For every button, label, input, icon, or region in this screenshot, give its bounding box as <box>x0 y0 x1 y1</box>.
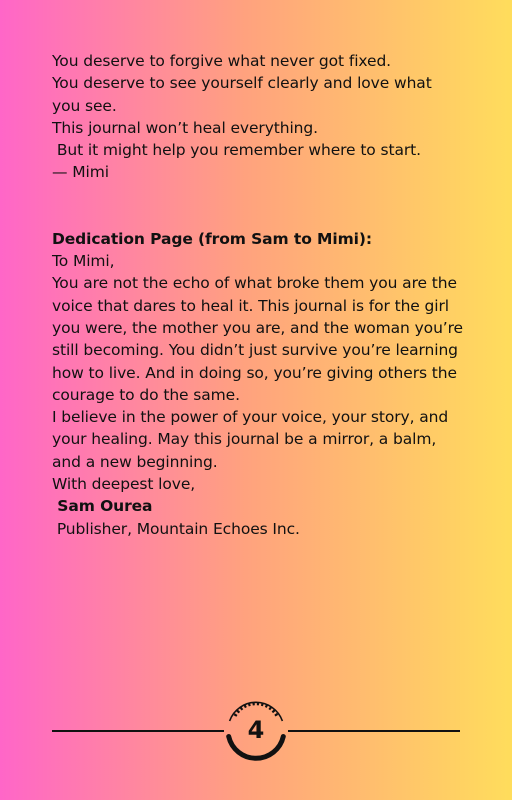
dedication-closing: With deepest love, <box>52 475 196 494</box>
footer-rule-right <box>288 730 460 732</box>
dedication-body-line: still becoming. You didn’t just survive you’re learning <box>52 341 458 360</box>
intro-signature: — Mimi <box>52 163 109 182</box>
page-number: 4 <box>247 716 265 744</box>
intro-line: But it might help you remember where to start. <box>52 141 421 160</box>
footer-rule-left <box>52 730 224 732</box>
dedication-salutation: To Mimi, <box>52 252 115 271</box>
intro-section <box>52 50 472 184</box>
section-spacer <box>52 184 472 228</box>
intro-line: You deserve to see yourself clearly and love what <box>52 74 432 93</box>
page-content <box>52 50 472 540</box>
signer-title: Publisher, Mountain Echoes Inc. <box>52 519 300 538</box>
dedication-body-line: courage to do the same. <box>52 385 240 404</box>
dedication-body-line: voice that dares to heal it. This journal is for the girl <box>52 296 449 315</box>
intro-line: You deserve to forgive what never got fixed. <box>52 52 392 70</box>
dedication-heading: Dedication Page (from Sam to Mimi): <box>52 229 372 248</box>
intro-line: you see. <box>52 96 117 115</box>
dedication-body-line: and a new beginning. <box>52 452 218 471</box>
intro-line: This journal won’t heal everything. <box>52 118 318 137</box>
dedication-body-line: you were, the mother you are, and the woman you’re <box>52 318 463 337</box>
signer-name: Sam Ourea <box>52 497 153 516</box>
dedication-body-line: You are not the echo of what broke them you are the <box>52 274 457 293</box>
dedication-body-line: I believe in the power of your voice, your story, and <box>52 408 449 427</box>
dedication-body-line: your healing. May this journal be a mirror, a balm, <box>52 430 437 449</box>
dedication-section <box>52 228 472 540</box>
dedication-body-line: how to live. And in doing so, you’re giving others the <box>52 363 457 382</box>
